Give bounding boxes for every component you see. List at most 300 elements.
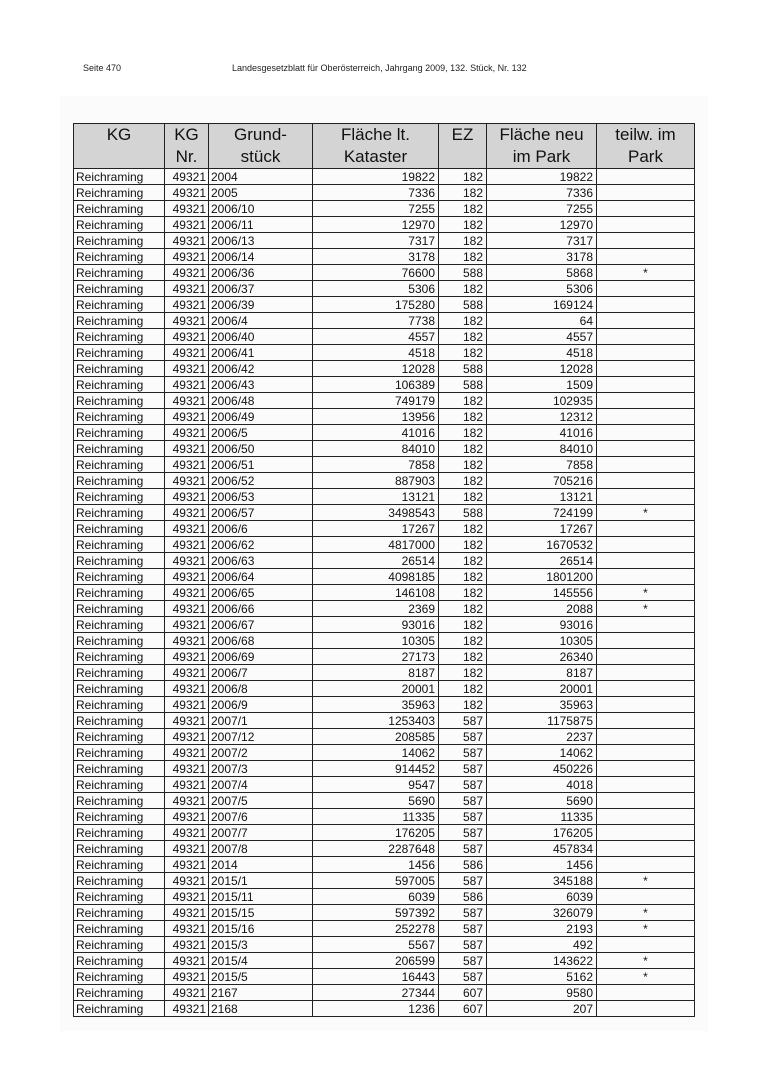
cell-teilweise: * [597,505,695,521]
cell-kg-nr: 49321 [165,777,209,793]
cell-grundstueck: 2015/1 [209,873,313,889]
cell-flaeche-park: 1456 [487,857,597,873]
column-header-teilweise: teilw. im Park [597,124,695,169]
cell-flaeche-kataster: 1253403 [313,713,439,729]
cell-ez: 588 [439,361,487,377]
cell-kg-nr: 49321 [165,649,209,665]
cell-flaeche-kataster: 5567 [313,937,439,953]
cell-flaeche-kataster: 19822 [313,169,439,185]
cell-kg-nr: 49321 [165,745,209,761]
cell-teilweise [597,489,695,505]
cell-ez: 587 [439,953,487,969]
cell-kg-nr: 49321 [165,441,209,457]
cell-ez: 587 [439,761,487,777]
cell-flaeche-kataster: 4518 [313,345,439,361]
cell-flaeche-kataster: 27173 [313,649,439,665]
cell-kg: Reichraming [74,185,165,201]
cell-ez: 182 [439,217,487,233]
cell-teilweise [597,793,695,809]
cell-kg: Reichraming [74,441,165,457]
table-row [74,633,695,649]
cell-grundstueck: 2006/4 [209,313,313,329]
table-row [74,921,695,937]
cell-kg: Reichraming [74,377,165,393]
cell-ez: 182 [439,329,487,345]
cell-kg: Reichraming [74,281,165,297]
cell-kg: Reichraming [74,489,165,505]
cell-teilweise [597,249,695,265]
cell-flaeche-kataster: 1456 [313,857,439,873]
cell-teilweise [597,521,695,537]
cell-teilweise [597,169,695,185]
cell-kg-nr: 49321 [165,761,209,777]
cell-kg: Reichraming [74,345,165,361]
cell-flaeche-park: 705216 [487,473,597,489]
table-row [74,857,695,873]
page-header [0,63,768,77]
cell-kg-nr: 49321 [165,1001,209,1017]
cell-teilweise [597,361,695,377]
cell-flaeche-park: 345188 [487,873,597,889]
cell-ez: 607 [439,1001,487,1017]
table-row [74,553,695,569]
cell-kg: Reichraming [74,745,165,761]
cell-teilweise: * [597,601,695,617]
cell-teilweise [597,281,695,297]
cell-kg: Reichraming [74,553,165,569]
cell-grundstueck: 2015/5 [209,969,313,985]
cell-grundstueck: 2006/39 [209,297,313,313]
cell-kg-nr: 49321 [165,825,209,841]
page-number: Seite 470 [83,63,122,73]
cell-kg-nr: 49321 [165,313,209,329]
cell-kg-nr: 49321 [165,713,209,729]
cell-kg-nr: 49321 [165,921,209,937]
cell-ez: 182 [439,313,487,329]
cell-kg-nr: 49321 [165,249,209,265]
cell-teilweise [597,537,695,553]
cell-grundstueck: 2007/5 [209,793,313,809]
cell-kg-nr: 49321 [165,665,209,681]
cell-flaeche-park: 492 [487,937,597,953]
table-row [74,665,695,681]
cell-ez: 182 [439,633,487,649]
cell-grundstueck: 2005 [209,185,313,201]
table-row [74,745,695,761]
cell-teilweise [597,297,695,313]
cell-kg: Reichraming [74,841,165,857]
cell-grundstueck: 2007/1 [209,713,313,729]
cell-grundstueck: 2167 [209,985,313,1001]
cell-kg-nr: 49321 [165,601,209,617]
cell-kg: Reichraming [74,521,165,537]
cell-kg: Reichraming [74,473,165,489]
table-row [74,585,695,601]
table-row [74,617,695,633]
cell-teilweise [597,697,695,713]
cell-grundstueck: 2006/51 [209,457,313,473]
cell-flaeche-kataster: 26514 [313,553,439,569]
table-row [74,217,695,233]
cell-teilweise [597,681,695,697]
cell-flaeche-kataster: 11335 [313,809,439,825]
cell-flaeche-park: 724199 [487,505,597,521]
cell-ez: 182 [439,681,487,697]
cell-flaeche-park: 64 [487,313,597,329]
cell-teilweise [597,841,695,857]
cell-flaeche-kataster: 20001 [313,681,439,697]
cell-flaeche-kataster: 12970 [313,217,439,233]
cell-ez: 182 [439,169,487,185]
cell-flaeche-park: 1801200 [487,569,597,585]
table-row [74,809,695,825]
cell-grundstueck: 2006/40 [209,329,313,345]
table-row [74,697,695,713]
cell-teilweise [597,473,695,489]
cell-grundstueck: 2015/3 [209,937,313,953]
cell-kg: Reichraming [74,921,165,937]
cell-ez: 182 [439,345,487,361]
table-row [74,777,695,793]
cell-kg-nr: 49321 [165,937,209,953]
cell-kg-nr: 49321 [165,809,209,825]
cell-kg: Reichraming [74,601,165,617]
cell-kg-nr: 49321 [165,297,209,313]
cell-flaeche-kataster: 13956 [313,409,439,425]
cell-teilweise [597,665,695,681]
cell-flaeche-kataster: 76600 [313,265,439,281]
cell-flaeche-park: 7858 [487,457,597,473]
cell-flaeche-park: 2088 [487,601,597,617]
cell-flaeche-kataster: 7317 [313,233,439,249]
cell-flaeche-park: 20001 [487,681,597,697]
cell-flaeche-park: 176205 [487,825,597,841]
cell-ez: 588 [439,297,487,313]
cell-kg: Reichraming [74,697,165,713]
cell-grundstueck: 2006/67 [209,617,313,633]
cell-flaeche-park: 9580 [487,985,597,1001]
cell-kg: Reichraming [74,201,165,217]
column-header-ez: EZ [439,124,487,169]
cell-kg: Reichraming [74,505,165,521]
cell-ez: 182 [439,649,487,665]
cell-kg-nr: 49321 [165,473,209,489]
cell-kg: Reichraming [74,617,165,633]
cell-kg: Reichraming [74,729,165,745]
cell-grundstueck: 2006/42 [209,361,313,377]
cell-kg-nr: 49321 [165,505,209,521]
cell-grundstueck: 2006/41 [209,345,313,361]
cell-teilweise: * [597,905,695,921]
cell-flaeche-kataster: 176205 [313,825,439,841]
cell-flaeche-kataster: 3498543 [313,505,439,521]
table-row [74,521,695,537]
cell-flaeche-kataster: 252278 [313,921,439,937]
cell-teilweise: * [597,921,695,937]
cell-ez: 182 [439,233,487,249]
cell-teilweise: * [597,953,695,969]
cell-kg: Reichraming [74,777,165,793]
cell-teilweise [597,441,695,457]
cell-flaeche-kataster: 7255 [313,201,439,217]
cell-flaeche-park: 13121 [487,489,597,505]
cell-ez: 588 [439,505,487,521]
cell-flaeche-kataster: 7738 [313,313,439,329]
cell-flaeche-park: 84010 [487,441,597,457]
cell-ez: 182 [439,425,487,441]
cell-flaeche-kataster: 1236 [313,1001,439,1017]
cell-grundstueck: 2168 [209,1001,313,1017]
cell-kg: Reichraming [74,633,165,649]
cell-flaeche-kataster: 7858 [313,457,439,473]
cell-flaeche-park: 26514 [487,553,597,569]
cell-kg: Reichraming [74,297,165,313]
gazette-title: Landesgesetzblatt für Oberösterreich, Jahrgang 2009, 132. Stück, Nr. 132 [232,63,527,73]
cell-flaeche-park: 12028 [487,361,597,377]
table-row [74,729,695,745]
cell-kg: Reichraming [74,361,165,377]
cell-teilweise [597,649,695,665]
cell-flaeche-park: 12970 [487,217,597,233]
cell-teilweise [597,809,695,825]
cell-flaeche-park: 7317 [487,233,597,249]
cell-kg-nr: 49321 [165,985,209,1001]
cell-ez: 182 [439,601,487,617]
cell-ez: 182 [439,617,487,633]
cell-kg-nr: 49321 [165,681,209,697]
cell-grundstueck: 2006/13 [209,233,313,249]
cell-grundstueck: 2006/8 [209,681,313,697]
table-row [74,937,695,953]
table-row [74,681,695,697]
cell-kg-nr: 49321 [165,185,209,201]
cell-grundstueck: 2006/69 [209,649,313,665]
cell-flaeche-kataster: 14062 [313,745,439,761]
cell-kg-nr: 49321 [165,617,209,633]
cell-ez: 587 [439,793,487,809]
cell-grundstueck: 2007/2 [209,745,313,761]
cell-flaeche-kataster: 35963 [313,697,439,713]
cell-grundstueck: 2006/7 [209,665,313,681]
cell-teilweise [597,425,695,441]
cell-grundstueck: 2004 [209,169,313,185]
column-header-kg: KG [74,124,165,169]
cell-kg-nr: 49321 [165,585,209,601]
cell-ez: 182 [439,585,487,601]
table-row [74,649,695,665]
cell-ez: 182 [439,185,487,201]
cell-flaeche-park: 8187 [487,665,597,681]
cell-kg: Reichraming [74,233,165,249]
cell-grundstueck: 2006/49 [209,409,313,425]
cell-ez: 586 [439,857,487,873]
cell-flaeche-park: 102935 [487,393,597,409]
cell-grundstueck: 2015/16 [209,921,313,937]
table-row [74,969,695,985]
cell-kg-nr: 49321 [165,793,209,809]
cell-ez: 587 [439,809,487,825]
cell-kg-nr: 49321 [165,489,209,505]
cell-teilweise [597,985,695,1001]
table-row [74,841,695,857]
cell-kg: Reichraming [74,809,165,825]
cell-ez: 587 [439,713,487,729]
cell-flaeche-park: 2193 [487,921,597,937]
cell-flaeche-park: 207 [487,1001,597,1017]
cell-flaeche-kataster: 597392 [313,905,439,921]
cell-teilweise: * [597,265,695,281]
cell-kg: Reichraming [74,761,165,777]
table-row [74,713,695,729]
cell-kg: Reichraming [74,905,165,921]
cell-teilweise [597,713,695,729]
table-row [74,361,695,377]
cell-flaeche-kataster: 4817000 [313,537,439,553]
cell-flaeche-park: 19822 [487,169,597,185]
cell-flaeche-kataster: 208585 [313,729,439,745]
table-row [74,297,695,313]
cell-kg-nr: 49321 [165,873,209,889]
cell-flaeche-kataster: 146108 [313,585,439,601]
cell-teilweise [597,1001,695,1017]
column-header-grundstueck: Grund- stück [209,124,313,169]
table-body [74,169,695,1017]
cell-flaeche-park: 7255 [487,201,597,217]
cell-flaeche-kataster: 2287648 [313,841,439,857]
cell-ez: 587 [439,937,487,953]
cell-kg-nr: 49321 [165,537,209,553]
cell-kg-nr: 49321 [165,889,209,905]
cell-ez: 182 [439,521,487,537]
table-row [74,889,695,905]
cell-ez: 588 [439,377,487,393]
cell-teilweise [597,185,695,201]
cell-teilweise: * [597,585,695,601]
cell-grundstueck: 2015/4 [209,953,313,969]
cell-kg: Reichraming [74,217,165,233]
table-row [74,825,695,841]
cell-flaeche-kataster: 887903 [313,473,439,489]
cell-ez: 182 [439,393,487,409]
cell-kg-nr: 49321 [165,169,209,185]
cell-grundstueck: 2006/11 [209,217,313,233]
cell-grundstueck: 2007/4 [209,777,313,793]
cell-teilweise [597,345,695,361]
cell-kg-nr: 49321 [165,329,209,345]
cell-kg-nr: 49321 [165,233,209,249]
cell-ez: 587 [439,745,487,761]
cell-teilweise [597,857,695,873]
cell-grundstueck: 2007/12 [209,729,313,745]
cell-grundstueck: 2006/52 [209,473,313,489]
cell-ez: 182 [439,201,487,217]
cell-flaeche-park: 14062 [487,745,597,761]
table-row [74,441,695,457]
cell-flaeche-park: 3178 [487,249,597,265]
cell-ez: 587 [439,841,487,857]
cell-ez: 587 [439,729,487,745]
table-row [74,953,695,969]
cell-kg-nr: 49321 [165,633,209,649]
cell-flaeche-park: 145556 [487,585,597,601]
cell-flaeche-park: 1175875 [487,713,597,729]
cell-ez: 182 [439,489,487,505]
cell-flaeche-kataster: 2369 [313,601,439,617]
cell-ez: 607 [439,985,487,1001]
table-row [74,873,695,889]
cell-kg-nr: 49321 [165,393,209,409]
cell-kg: Reichraming [74,313,165,329]
cell-ez: 182 [439,457,487,473]
cell-grundstueck: 2006/68 [209,633,313,649]
cell-teilweise [597,937,695,953]
cell-ez: 587 [439,905,487,921]
cell-ez: 587 [439,777,487,793]
cell-flaeche-park: 143622 [487,953,597,969]
cell-grundstueck: 2006/50 [209,441,313,457]
cell-kg: Reichraming [74,1001,165,1017]
cell-kg: Reichraming [74,265,165,281]
cell-ez: 182 [439,249,487,265]
cell-flaeche-kataster: 4557 [313,329,439,345]
cell-kg-nr: 49321 [165,841,209,857]
cell-flaeche-kataster: 27344 [313,985,439,1001]
cell-teilweise [597,409,695,425]
cell-kg: Reichraming [74,249,165,265]
cell-ez: 587 [439,873,487,889]
cell-ez: 182 [439,665,487,681]
cell-flaeche-kataster: 106389 [313,377,439,393]
cell-kg: Reichraming [74,457,165,473]
cell-flaeche-park: 5690 [487,793,597,809]
cell-kg-nr: 49321 [165,553,209,569]
cell-flaeche-park: 12312 [487,409,597,425]
cell-ez: 182 [439,569,487,585]
cell-flaeche-park: 4557 [487,329,597,345]
cell-flaeche-kataster: 41016 [313,425,439,441]
cell-flaeche-park: 26340 [487,649,597,665]
cell-flaeche-park: 1509 [487,377,597,393]
cell-grundstueck: 2006/65 [209,585,313,601]
table-row [74,537,695,553]
cell-flaeche-kataster: 4098185 [313,569,439,585]
cell-grundstueck: 2006/57 [209,505,313,521]
cell-kg: Reichraming [74,889,165,905]
cell-flaeche-park: 2237 [487,729,597,745]
cell-flaeche-kataster: 9547 [313,777,439,793]
cell-kg-nr: 49321 [165,969,209,985]
cell-ez: 587 [439,921,487,937]
table-row [74,265,695,281]
cell-flaeche-park: 11335 [487,809,597,825]
cell-grundstueck: 2006/64 [209,569,313,585]
cell-teilweise [597,761,695,777]
table-row [74,601,695,617]
cell-kg-nr: 49321 [165,281,209,297]
cell-kg: Reichraming [74,825,165,841]
cell-flaeche-park: 93016 [487,617,597,633]
cell-teilweise [597,889,695,905]
cell-flaeche-kataster: 6039 [313,889,439,905]
cell-ez: 182 [439,281,487,297]
cell-kg-nr: 49321 [165,425,209,441]
cell-kg: Reichraming [74,969,165,985]
cell-teilweise [597,825,695,841]
cell-flaeche-park: 6039 [487,889,597,905]
cell-flaeche-park: 5162 [487,969,597,985]
cell-kg: Reichraming [74,425,165,441]
cell-grundstueck: 2006/62 [209,537,313,553]
